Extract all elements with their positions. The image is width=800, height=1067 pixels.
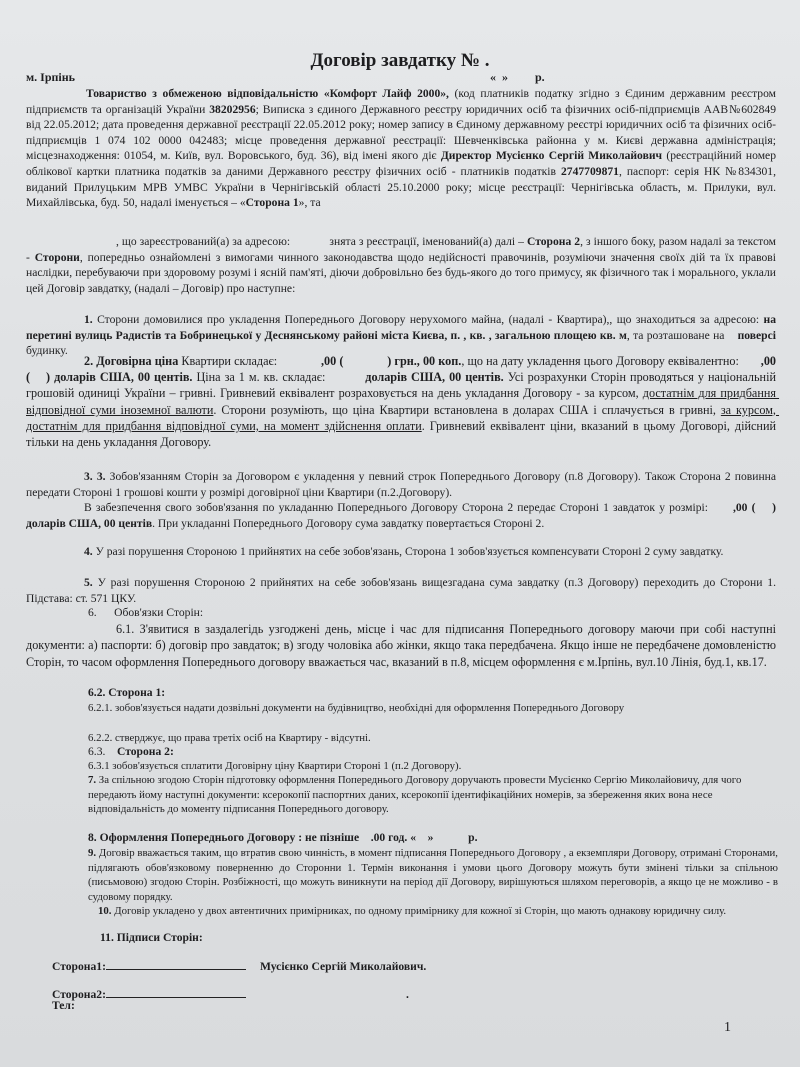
section-2-gap: [343, 354, 387, 368]
side2-signature-dot: .: [405, 988, 409, 1001]
property-floor: поверсі: [727, 328, 776, 342]
section-1: [26, 312, 776, 359]
side1-term: Сторона 1: [245, 196, 299, 210]
side1-signature-label: Сторона1:: [52, 960, 106, 973]
date-placeholder: « » р.: [490, 70, 545, 84]
section-5-number: 5.: [84, 576, 93, 589]
price-uah-tail: ) грн., 00 коп.: [387, 354, 462, 368]
document-title: Договір завдатку № .: [310, 50, 490, 71]
section-2-text-5: . Сторони розуміють, що ціна Квартири встановлена в доларах США і сплачується в гривні,: [213, 402, 721, 417]
section-6-1: 6.1. З'явитися в заздалегідь узгоджені день, місце і час для підписання Попереднього договору маючи при собі наступні документи: а) паспорти: б) договір про завдаток; в) згоду чоловіка або жінки, якщо така передбачена. Якщо інше не передбачене домовленістю Сторін, то часом оформлення Попереднього договору вважається час, вказаний в п.8, місцем оформлення є м.Ірпінь, вул.10 Лінія, буд.1, кв.17.: [26, 622, 776, 669]
section-3-text: Зобов'язанням Сторін за Договором є укладення у певний строк Попереднього Договору (п.8 Договору). Також Сторона 2 повинна передати Стороні 1 грошові кошти у розмірі договірної ціни Квартири (п.2.Договору).: [26, 470, 776, 499]
section-1-end: будинку.: [26, 344, 68, 358]
side1-signature-line: [106, 957, 246, 970]
section-2-number: 2.: [84, 354, 94, 368]
section-6-2-2: 6.2.2. стверджує, що права третіх осіб на Квартиру - відсутні.: [88, 732, 371, 744]
contract-price-label: Договірна ціна: [96, 354, 179, 368]
section-2-text-4: Усі розрахунки Сторін проводяться у національній грошовій одиниці України – гривні. Гривневий еквівалент розраховується на день укладання Договору - за курсом,: [26, 370, 780, 401]
section-2-text-3: Ціна за 1 м. кв. складає:: [192, 370, 366, 385]
section-3: [26, 469, 776, 500]
section-4-number: 4.: [84, 545, 93, 558]
section-1-tail: , та розташоване на: [626, 328, 728, 342]
section-6-2-heading: 6.2. Сторона 1:: [88, 686, 166, 699]
section-9-number: 9.: [88, 847, 97, 859]
section-6-heading: 6. Обов'язки Сторін:: [88, 606, 204, 619]
section-8: 8. Оформлення Попереднього Договору : не пізніше .00 год. « » р.: [88, 831, 478, 844]
side2-term: Сторона 2: [526, 235, 581, 248]
section-1-text: Сторони домовилися про укладення Попереднього Договору нерухомого майна, (надалі - Квартира),, що знаходиться за адресою:: [92, 313, 764, 326]
section-2-text-2: , що на дату укладення цього Договору еквівалентно:: [461, 354, 761, 368]
party2-text-2: , з іншого боку, разом надалі за текстом -: [26, 235, 779, 264]
section-6-2-1: 6.2.1. зобов'язується надати дозвільні документи на будівництво, необхідні для оформлення Попереднього Договору: [88, 702, 625, 714]
signature-row-side2: [52, 985, 752, 1003]
section-4-text: У разі порушення Стороною 1 прийнятих на себе зобов'язань, Сторона 1 зобов'язується компенсувати Стороні 2 суму завдатку.: [92, 545, 724, 558]
director-tax-number: 2747709871: [560, 164, 619, 178]
section-1-number: 1.: [84, 313, 93, 326]
sides-term: Сторони: [34, 250, 80, 264]
section-10: [88, 904, 778, 919]
side1-signature-name: Мусієнко Сергій Миколайович.: [259, 960, 427, 973]
price-per-sqm: доларів США, 00 центів.: [365, 370, 504, 385]
section-4: [26, 544, 776, 560]
company-name: Товариство з обмеженою відповідальністю «Комфорт Лайф 2000»,: [86, 87, 449, 100]
section-7-text: За спільною згодою Сторін підготовку оформлення Попереднього Договору доручають провести Мусієнко Сергію Миколайовичу, для чого передають йому наступні документи: ксерокопії паспортних даних, ксерокопії ідентифікаційних номерів, за збереження яких вона несе відповідальність до моменту підписання Попереднього договору.: [88, 774, 742, 816]
section-6-3-1: 6.3.1 зобов'язується сплатити Договірну ціну Квартири Стороні 1 (п.2 Договору).: [88, 760, 462, 772]
preamble-text-3: (реєстраційний номер облікової картки платника податків за даними Державного реєстру фізичних осіб - платників податків: [26, 149, 776, 178]
section-9: [88, 846, 778, 904]
section-11-heading: 11. Підписи Сторін:: [100, 931, 203, 944]
exchange-rate-clause-1: достатнім для придбання відповідної суми іноземної валюти: [26, 386, 780, 417]
section-10-text: Договір укладено у двох автентичних примірниках, по одному примірнику для кожної зі Сторін, що мають однакову юридичну силу.: [111, 905, 727, 917]
price-usd: ,00 ( ) доларів США, 00 центів.: [26, 354, 780, 385]
side2-signature-line: [106, 985, 246, 998]
section-7-number: 7.: [88, 774, 97, 786]
side2-signature-label: Сторона2:: [52, 988, 106, 1001]
party2-text-3: , попередньо ознайомлені з вимогами чинного законодавства щодо недійсності правочинів, розуміючи значення своїх дій та їх правові наслідки, перебуваючи при здоровому розумі і ясній пам'яті, діючи добровільно без будь-якого до того примусу, як фізичного так і морального, уклали цей Договір завдатку, (надалі – Договір) про наступне:: [26, 250, 779, 295]
section-3-number: 3. 3.: [84, 470, 106, 483]
director-name: Директор Мусієнко Сергій Миколайович: [440, 149, 663, 163]
section-5-text: У разі порушення Стороною 2 прийнятих на себе зобов'язань вищезгадана сума завдатку (п.3 Договору) переходить до Сторони 1. Підстава: ст. 571 ЦКУ.: [26, 576, 776, 605]
section-6-3-number: 6.3.: [88, 745, 106, 758]
section-2-text-1: Квартири складає:: [178, 354, 321, 368]
section-9-text: Договір вважається таким, що втратив свою чинність, в момент підписання Попереднього Договору , а екземпляри Договору, отримані Сторонами, підлягають обов'язковому поверненню до Сторонни 1. Термін виконання і умови цього Договору можуть бути змінені тільки за спільною (письмовою) згодою Сторін. Розбіжності, що можуть виникнути на період дії Договору, вирішуються шляхом переговорів, а якщо це не можливо - в судовому порядку.: [88, 847, 778, 903]
preamble-paragraph: [26, 86, 776, 211]
property-address: на перетині вулиць Радистів та Бобринецької у Деснянському районі міста Києва, п. , кв. , загальною площею кв. м: [26, 313, 776, 342]
exchange-rate-clause-2: за курсом, достатнім для придбання відповідної суми, на момент здійснення оплати: [26, 402, 780, 433]
section-10-number: 10.: [98, 905, 112, 917]
preamble-text-1: (код платників податку згідно з Єдиним державним реєстром підприємств та організацій України: [26, 87, 776, 116]
signature-row-side1: [52, 957, 752, 975]
section-6-3-title: Сторона 2:: [116, 745, 174, 758]
price-uah: ,00 (: [320, 354, 344, 368]
section-5: [26, 575, 776, 606]
preamble-text-5: », та: [298, 196, 321, 210]
telephone-label: Тел:: [52, 999, 75, 1012]
preamble-text-4: , паспорт: серія НК №834301, виданий Прилуцьким МРВ УМВС України в Чернігівській області 25.10.2000 року; місце реєстрації: Чернігівська область, м. Прилуки, вул. Михайлівська, буд. 50, надалі іменується – «: [26, 164, 776, 210]
deposit-amount: ,00 ( ) доларів США, 00 центів: [26, 501, 779, 530]
company-code: 38202956: [209, 102, 256, 116]
deposit-text: В забезпечення свого зобов'язання по укладанню Попереднього Договору Сторона 2 передає Стороні 1 завдаток у розмірі:: [84, 501, 733, 514]
city-label: м. Ірпінь: [26, 70, 76, 84]
party2-paragraph: [26, 234, 779, 296]
preamble-text-2: ; Виписка з єдиного Державного реєстру юридичних осіб та фізичних осіб-підприємців ААВ№602849 від 22.05.2012; дата проведення державної реєстрації 22.05.2012 року; номер запису в Єдиному державному реєстрі юридичних осіб та фізичних осіб-підприємців 1 074 102 0000 042483; місце проведення державної реєстрації: Шевченківська районна у м. Києві державна адміністрація; місцезнаходження: 01054, м. Київ, вул. Воровського, буд. 36), від імені якого діє: [26, 102, 776, 163]
section-6-3-heading: [88, 744, 174, 760]
section-2-text-6: . Гривневий еквівалент ціни, вказаний в цьому Договорі, дійсний тільки на день укладання Договору.: [26, 418, 780, 450]
section-3-deposit: [26, 500, 779, 531]
deposit-text-tail: . При укладанні Попереднього Договору сума завдатку повертається Стороні 2.: [152, 516, 545, 530]
section-2: [26, 353, 780, 450]
section-7: [88, 773, 778, 817]
page-number: 1: [724, 1020, 731, 1035]
party2-text-1: , що зареєстрований(а) за адресою: знята з реєстрації, іменований(а) далі –: [116, 235, 527, 248]
